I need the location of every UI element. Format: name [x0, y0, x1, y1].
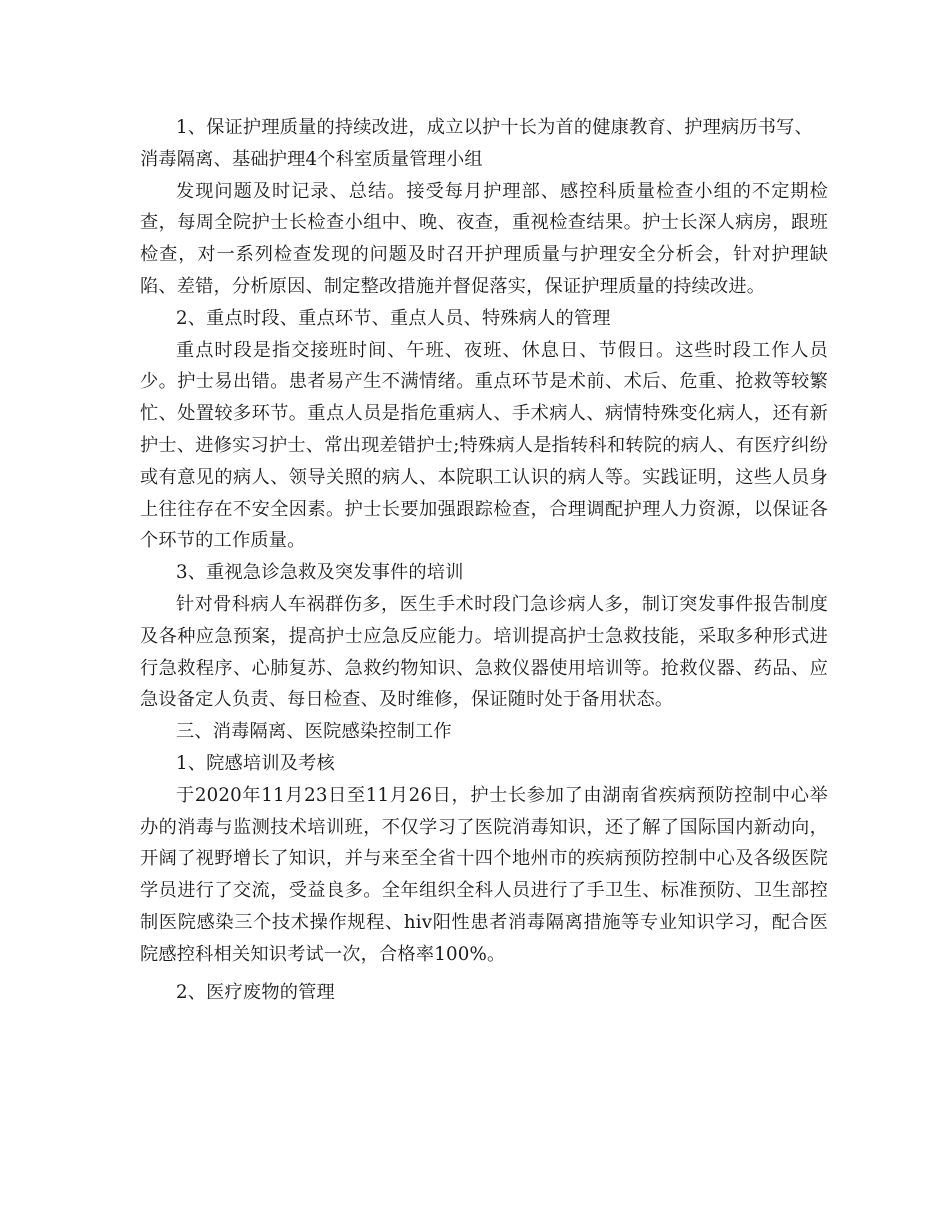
- paragraph-emergency-training: 针对骨科病人车祸群伤多，医生手术时段门急诊病人多，制订突发事件报告制度及各种应急预案，提高护士应急反应能力。培训提高护士急救技能，采取多种形式进行急救程序、心肺复苏、急救约物知识、急救仪器使用培训等。抢救仪器、药品、应急设备定人负责、每日检查、及时维修，保证随时处于备用状态。: [140, 593, 828, 711]
- paragraph-key-periods: 重点时段是指交接班时间、午班、夜班、休息日、节假日。这些时段工作人员少。护士易出错。患者易产生不满情绪。重点环节是术前、术后、危重、抢救等较繁忙、处置较多环节。重点人员是指危重病人、手术病人、病情特殊变化病人，还有新护士、进修实习护士、常出现差错护士;特殊病人是指转科和转院的病人、有医疗纠纷或有意见的病人、领导关照的病人、本院职工认识的病人等。实践证明，这些人员身上往往存在不安全因素。护士长要加强跟踪检查，合理调配护理人力资源，以保证各个环节的工作质量。: [140, 339, 828, 552]
- heading-key-periods: 2、重点时段、重点环节、重点人员、特殊病人的管理: [176, 307, 611, 329]
- heading-infection-control: 三、消毒隔离、医院感染控制工作: [176, 721, 452, 743]
- heading-infection-training: 1、院感培训及考核: [176, 752, 335, 774]
- heading-emergency-training: 3、重视急诊急救及突发事件的培训: [176, 562, 464, 584]
- paragraph-quality-inspection: 发现问题及时记录、总结。接受每月护理部、感控科质量检查小组的不定期检查，每周全院护士长检查小组中、晚、夜查，重视检查结果。护士长深人病房，跟班检查，对一系列检查发现的问题及时召开护理质量与护理安全分析会，针对护理缺陷、差错，分析原因、制定整改措施并督促落实，保证护理质量的持续改进。: [140, 180, 828, 297]
- document-page: [140, 112, 828, 1008]
- paragraph-infection-training: 于2020年11月23日至11月26日，护士长参加了由湖南省疾病预防控制中心举办的消毒与监测技术培训班，不仅学习了医院消毒知识，还了解了国际国内新动向，开阔了视野增长了知识，并与来至全省十四个地州市的疾病预防控制中心及各级医院学员进行了交流，受益良多。全年组织全科人员进行了手卫生、标准预防、卫生部控制医院感染三个技术操作规程、hiv阳性患者消毒隔离措施等专业知识学习，配合医院感控科相关知识考试一次，合格率100%。: [140, 784, 828, 965]
- heading-quality-improvement: 1、保证护理质量的持续改进，成立以护十长为首的健康教育、护理病历书写、消毒隔离、基础护理4个科室质量管理小组: [140, 117, 813, 170]
- heading-medical-waste: 2、医疗废物的管理: [176, 981, 335, 1003]
